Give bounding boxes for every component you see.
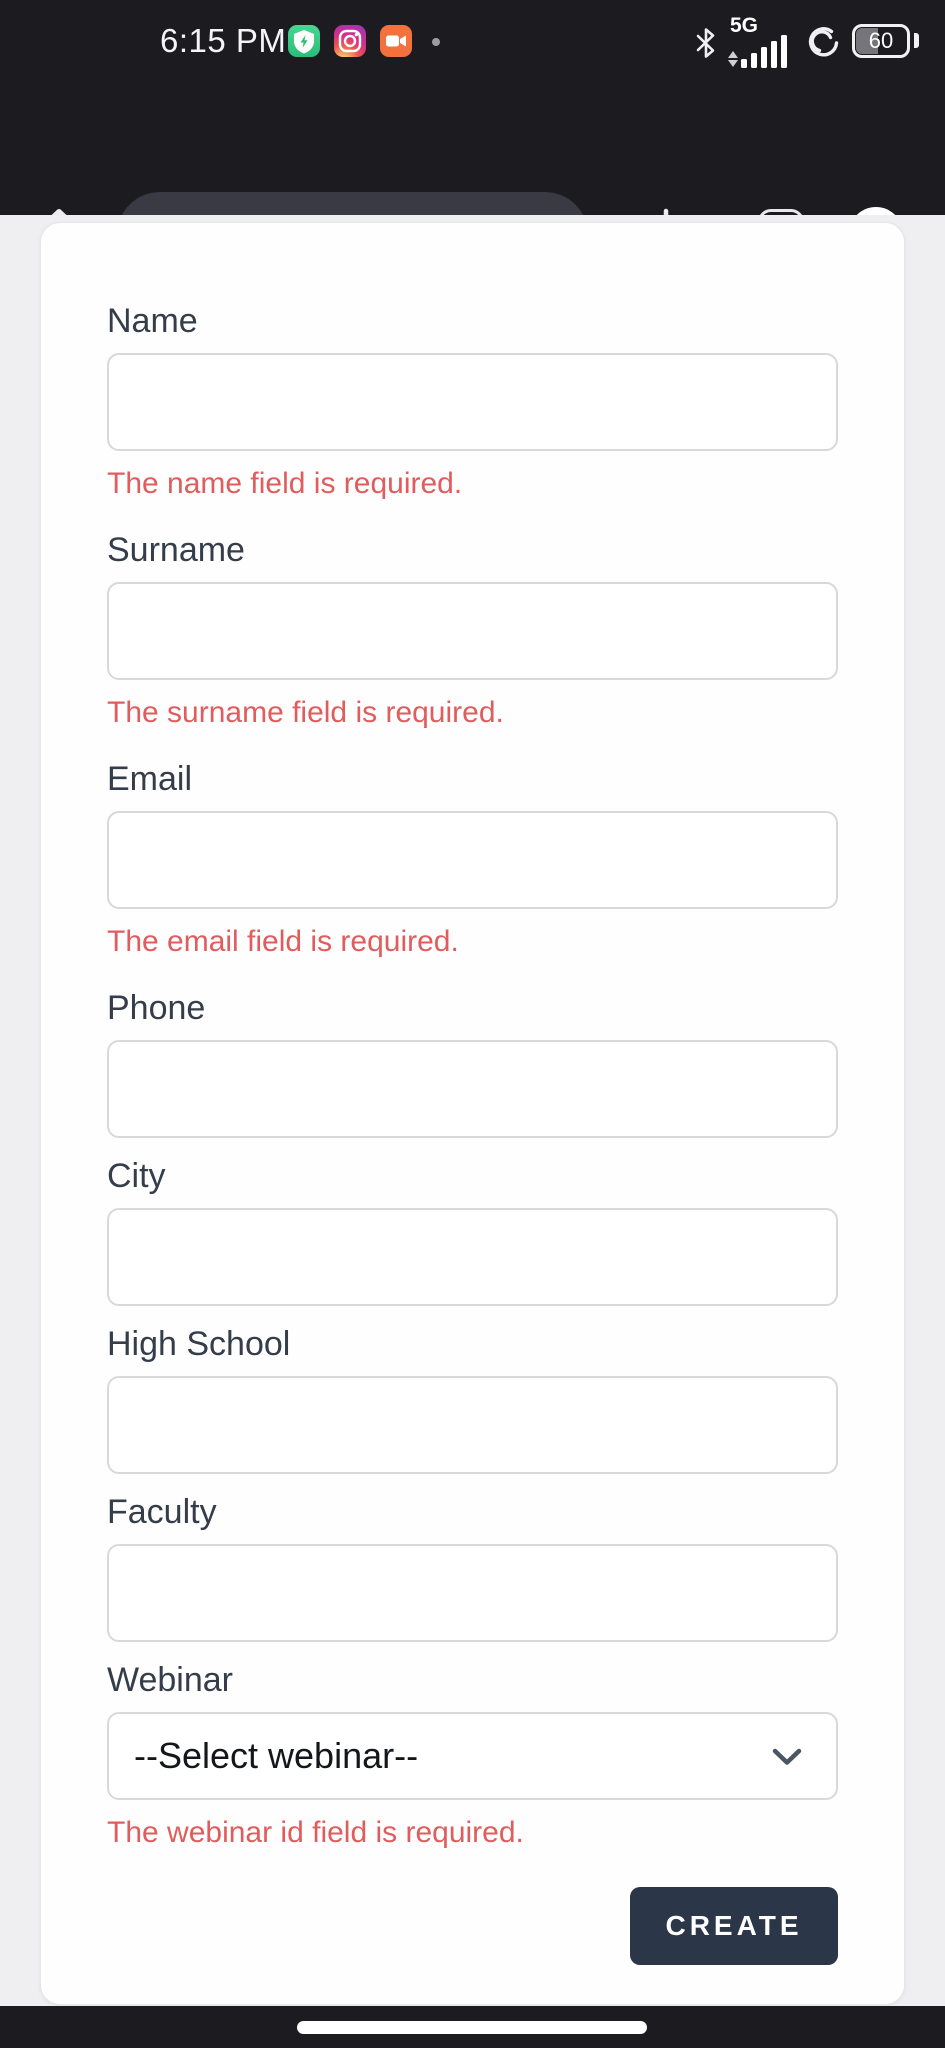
field-group-city	[107, 1156, 838, 1306]
shield-app-icon	[288, 25, 320, 57]
status-bar	[0, 0, 945, 85]
field-group-email	[107, 759, 838, 960]
faculty-label: Faculty	[107, 1493, 217, 1531]
phone-input[interactable]	[107, 1040, 838, 1138]
bluetooth-icon	[694, 26, 718, 65]
field-group-name	[107, 301, 838, 502]
webinar-select[interactable]	[107, 1712, 838, 1800]
name-label: Name	[107, 302, 198, 340]
more-notifications-dot	[432, 38, 440, 46]
name-error: The name field is required.	[107, 467, 463, 500]
create-button[interactable]: CREATE	[630, 1887, 838, 1965]
browser-toolbar	[0, 85, 945, 215]
email-input[interactable]	[107, 811, 838, 909]
surname-input[interactable]	[107, 582, 838, 680]
webinar-error: The webinar id field is required.	[107, 1816, 524, 1849]
form-card	[40, 222, 905, 2005]
field-group-webinar	[107, 1660, 838, 1851]
signal-strength-icon	[728, 14, 794, 70]
surname-label: Surname	[107, 531, 245, 569]
field-group-phone	[107, 988, 838, 1138]
surname-error: The surname field is required.	[107, 696, 504, 729]
video-app-icon	[380, 25, 412, 57]
faculty-input[interactable]	[107, 1544, 838, 1642]
system-navigation-bar	[0, 2006, 945, 2048]
city-label: City	[107, 1157, 166, 1195]
email-error: The email field is required.	[107, 925, 459, 958]
webinar-label: Webinar	[107, 1661, 233, 1699]
instagram-icon	[334, 25, 366, 57]
webinar-select-value: --Select webinar--	[134, 1735, 419, 1776]
gesture-handle[interactable]	[297, 2021, 647, 2034]
chevron-down-icon	[772, 1748, 802, 1766]
battery-level: 60	[868, 28, 894, 53]
high-school-input[interactable]	[107, 1376, 838, 1474]
battery-icon	[852, 24, 910, 58]
field-group-high-school	[107, 1324, 838, 1474]
high-school-label: High School	[107, 1325, 291, 1363]
field-group-faculty	[107, 1492, 838, 1642]
email-label: Email	[107, 760, 193, 798]
webpage-viewport	[0, 215, 945, 2006]
network-type-label: 5G	[730, 14, 759, 37]
browser-chrome	[0, 0, 945, 215]
city-input[interactable]	[107, 1208, 838, 1306]
vowifi-icon	[806, 24, 842, 65]
battery-nub	[914, 33, 919, 48]
phone-label: Phone	[107, 989, 206, 1027]
status-time: 6:15 PM	[160, 22, 287, 59]
field-group-surname	[107, 530, 838, 731]
name-input[interactable]	[107, 353, 838, 451]
